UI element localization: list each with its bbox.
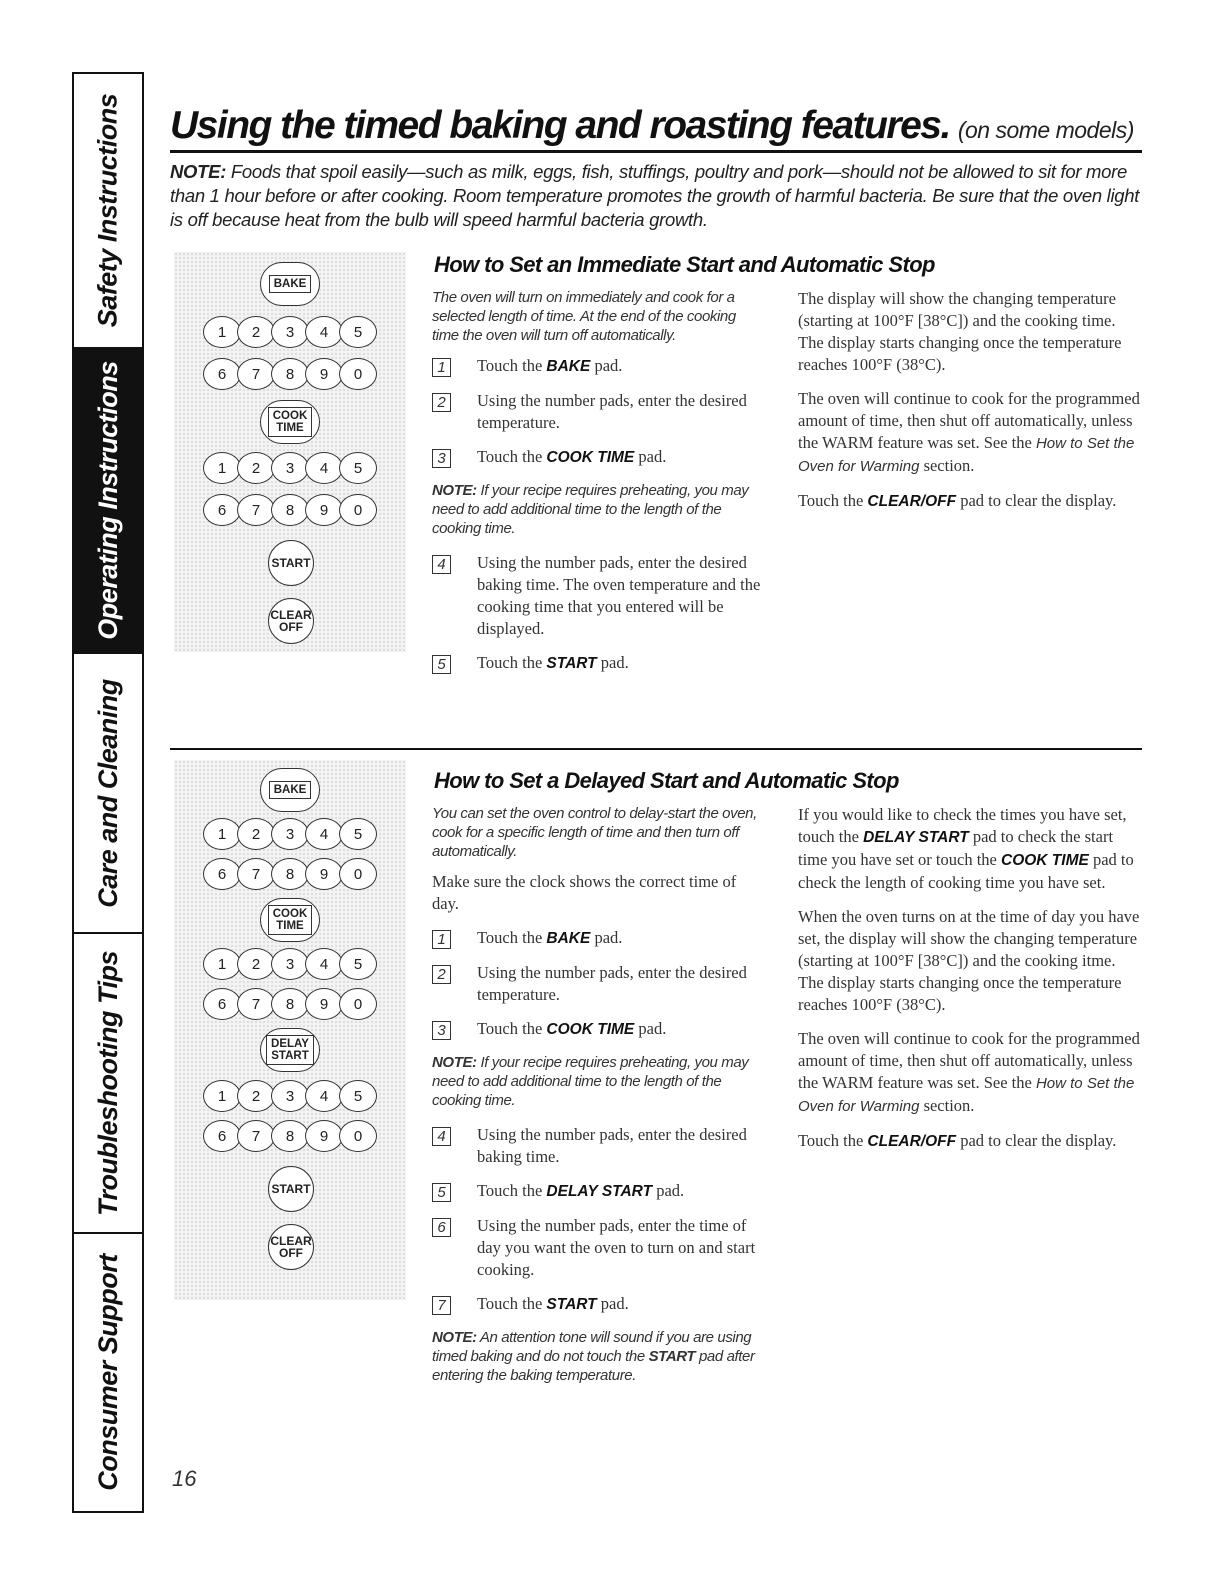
tab-operating-instructions[interactable] [74, 349, 142, 654]
number-pad-row [170, 452, 410, 484]
section-title: How to Set an Immediate Start and Automatic Stop [434, 252, 935, 277]
preheat-note: NOTE: If your recipe requires preheating, you may need to add additional time to the length of the cooking time. [432, 482, 749, 537]
step-1: 1 Touch the BAKE pad. [432, 355, 762, 378]
number-pad: 4 [305, 1080, 343, 1112]
step-2: 2 Using the number pads, enter the desired temperature. [432, 390, 762, 434]
number-pad-row [170, 1120, 410, 1152]
number-pad: 6 [203, 358, 241, 390]
step-number: 5 [432, 655, 451, 674]
number-pad: 1 [203, 818, 241, 850]
step-3: 3 Touch the COOK TIME pad. [432, 446, 762, 469]
step-number: 2 [432, 965, 451, 984]
keypad-illustration [170, 250, 410, 660]
details-column [798, 804, 1143, 1165]
start-pad: START [268, 540, 314, 586]
number-pad: 5 [339, 948, 377, 980]
number-pad: 5 [339, 1080, 377, 1112]
number-pad-row [170, 316, 410, 348]
paragraph: Touch the CLEAR/OFF pad to clear the display. [798, 1131, 1117, 1150]
number-pad: 0 [339, 358, 377, 390]
paragraph: Make sure the clock shows the correct time of day. [432, 872, 737, 913]
step-2: 2 Using the number pads, enter the desired temperature. [432, 962, 762, 1006]
cook-time-pad: COOK TIME [260, 898, 320, 942]
page-subtitle: (on some models) [957, 117, 1134, 143]
keypad-illustration [170, 760, 410, 1300]
step-number: 2 [432, 393, 451, 412]
number-pad: 9 [305, 358, 343, 390]
tab-safety-instructions[interactable] [74, 74, 142, 349]
paragraph: When the oven turns on at the time of day you have set, the display will show the changing temperature (starting at 100°F [38°C]) and the cooking itme. The display starts changing once the temperature reaches 100°F (38°C). [798, 907, 1140, 1014]
number-pad: 4 [305, 948, 343, 980]
number-pad: 5 [339, 316, 377, 348]
number-pad: 7 [237, 358, 275, 390]
step-number: 4 [432, 1127, 451, 1146]
number-pad-row [170, 358, 410, 390]
number-pad: 6 [203, 494, 241, 526]
tab-label: Safety Instructions [92, 93, 123, 328]
tab-label: Care and Cleaning [92, 678, 123, 908]
number-pad-row [170, 818, 410, 850]
number-pad: 0 [339, 1120, 377, 1152]
cook-time-pad: COOK TIME [260, 400, 320, 444]
tab-consumer-support[interactable] [74, 1234, 142, 1511]
number-pad: 9 [305, 988, 343, 1020]
step-4: 4 Using the number pads, enter the desired baking time. [432, 1124, 762, 1168]
step-number: 3 [432, 449, 451, 468]
number-pad: 6 [203, 988, 241, 1020]
page-title: Using the timed baking and roasting features. [170, 104, 950, 147]
number-pad: 2 [237, 818, 275, 850]
number-pad: 3 [271, 818, 309, 850]
number-pad: 7 [237, 1120, 275, 1152]
number-pad: 1 [203, 316, 241, 348]
number-pad-row [170, 988, 410, 1020]
attention-tone-note: NOTE: An attention tone will sound if you are using timed baking and do not touch the START pad after entering the baking temperature. [432, 1329, 755, 1384]
number-pad: 8 [271, 1120, 309, 1152]
step-number: 3 [432, 1021, 451, 1040]
step-5: 5 Touch the DELAY START pad. [432, 1180, 762, 1203]
number-pad: 1 [203, 948, 241, 980]
number-pad: 7 [237, 988, 275, 1020]
paragraph: The display will show the changing temperature (starting at 100°F [38°C]) and the cooking time. The display starts changing once the temperature reaches 100°F (38°C). [798, 289, 1122, 374]
number-pad: 5 [339, 452, 377, 484]
tab-label: Operating Instructions [92, 361, 123, 640]
number-pad: 3 [271, 1080, 309, 1112]
tab-label: Troubleshooting Tips [92, 950, 123, 1216]
section-intro: You can set the oven control to delay-start the oven, cook for a specific length of time and then turn off automatically. [432, 805, 757, 860]
bake-pad: BAKE [260, 262, 320, 306]
number-pad: 4 [305, 452, 343, 484]
paragraph: Touch the CLEAR/OFF pad to clear the display. [798, 491, 1117, 510]
clear-off-pad: CLEAR OFF [268, 598, 314, 644]
clear-off-pad: CLEAR OFF [268, 1224, 314, 1270]
step-5: 5 Touch the START pad. [432, 652, 762, 675]
safety-note [170, 160, 1142, 232]
bake-pad: BAKE [260, 768, 320, 812]
number-pad: 4 [305, 818, 343, 850]
section-immediate-start [170, 250, 1142, 700]
number-pad: 9 [305, 858, 343, 890]
number-pad: 6 [203, 1120, 241, 1152]
step-number: 6 [432, 1218, 451, 1237]
number-pad: 1 [203, 1080, 241, 1112]
number-pad: 6 [203, 858, 241, 890]
number-pad-row [170, 858, 410, 890]
note-text: Foods that spoil easily—such as milk, eggs, fish, stuffings, poultry and pork—should not be allowed to sit for more than 1 hour before or after cooking. Room temperature promotes the growth of harmful bacteria. Be sure that the oven light is off because heat from the bulb will speed harmful bacteria growth. [170, 161, 1140, 230]
step-1: 1 Touch the BAKE pad. [432, 927, 762, 950]
step-7: 7 Touch the START pad. [432, 1293, 762, 1316]
paragraph: The oven will continue to cook for the programmed amount of time, then shut off automatically, unless the WARM feature was set. See the How to Set the Oven for Warming section. [798, 1029, 1140, 1115]
step-4: 4 Using the number pads, enter the desired baking time. The oven temperature and the cooking time that you entered will be displayed. [432, 552, 762, 640]
number-pad: 2 [237, 316, 275, 348]
delay-start-pad: DELAY START [260, 1028, 320, 1072]
tab-label: Consumer Support [92, 1254, 123, 1491]
step-number: 7 [432, 1296, 451, 1315]
details-column [798, 288, 1143, 525]
number-pad: 8 [271, 494, 309, 526]
number-pad: 3 [271, 948, 309, 980]
number-pad: 2 [237, 948, 275, 980]
number-pad: 9 [305, 494, 343, 526]
step-6: 6 Using the number pads, enter the time of day you want the oven to turn on and start cooking. [432, 1215, 762, 1281]
number-pad: 8 [271, 358, 309, 390]
number-pad: 4 [305, 316, 343, 348]
number-pad-row [170, 494, 410, 526]
number-pad: 7 [237, 494, 275, 526]
note-label: NOTE: [170, 161, 227, 182]
number-pad: 8 [271, 988, 309, 1020]
number-pad: 9 [305, 1120, 343, 1152]
tab-care-and-cleaning[interactable] [74, 654, 142, 934]
paragraph: If you would like to check the times you have set, touch the DELAY START pad to check the start time you have set or touch the COOK TIME pad to check the length of cooking time you have set. [798, 805, 1134, 892]
step-3: 3 Touch the COOK TIME pad. [432, 1018, 762, 1041]
number-pad: 0 [339, 858, 377, 890]
number-pad: 2 [237, 1080, 275, 1112]
step-number: 1 [432, 358, 451, 377]
sidebar-tabs [72, 72, 144, 1513]
number-pad: 8 [271, 858, 309, 890]
number-pad: 5 [339, 818, 377, 850]
section-delayed-start [170, 748, 1142, 1430]
number-pad: 0 [339, 988, 377, 1020]
number-pad: 0 [339, 494, 377, 526]
step-number: 4 [432, 555, 451, 574]
step-number: 5 [432, 1183, 451, 1202]
section-title: How to Set a Delayed Start and Automatic Stop [434, 768, 899, 793]
instructions-column [432, 288, 762, 687]
paragraph: The oven will continue to cook for the programmed amount of time, then shut off automatically, unless the WARM feature was set. See the How to Set the Oven for Warming section. [798, 389, 1140, 475]
number-pad: 2 [237, 452, 275, 484]
preheat-note: NOTE: If your recipe requires preheating, you may need to add additional time to the length of the cooking time. [432, 1054, 749, 1109]
number-pad: 7 [237, 858, 275, 890]
step-number: 1 [432, 930, 451, 949]
start-pad: START [268, 1166, 314, 1212]
instructions-column [432, 804, 762, 1399]
number-pad: 1 [203, 452, 241, 484]
tab-troubleshooting-tips[interactable] [74, 934, 142, 1234]
section-intro: The oven will turn on immediately and cook for a selected length of time. At the end of the cooking time the oven will turn off automatically. [432, 289, 736, 344]
page-header [170, 104, 1142, 153]
number-pad-row [170, 1080, 410, 1112]
number-pad-row [170, 948, 410, 980]
number-pad: 3 [271, 316, 309, 348]
page-number: 16 [172, 1466, 197, 1491]
number-pad: 3 [271, 452, 309, 484]
